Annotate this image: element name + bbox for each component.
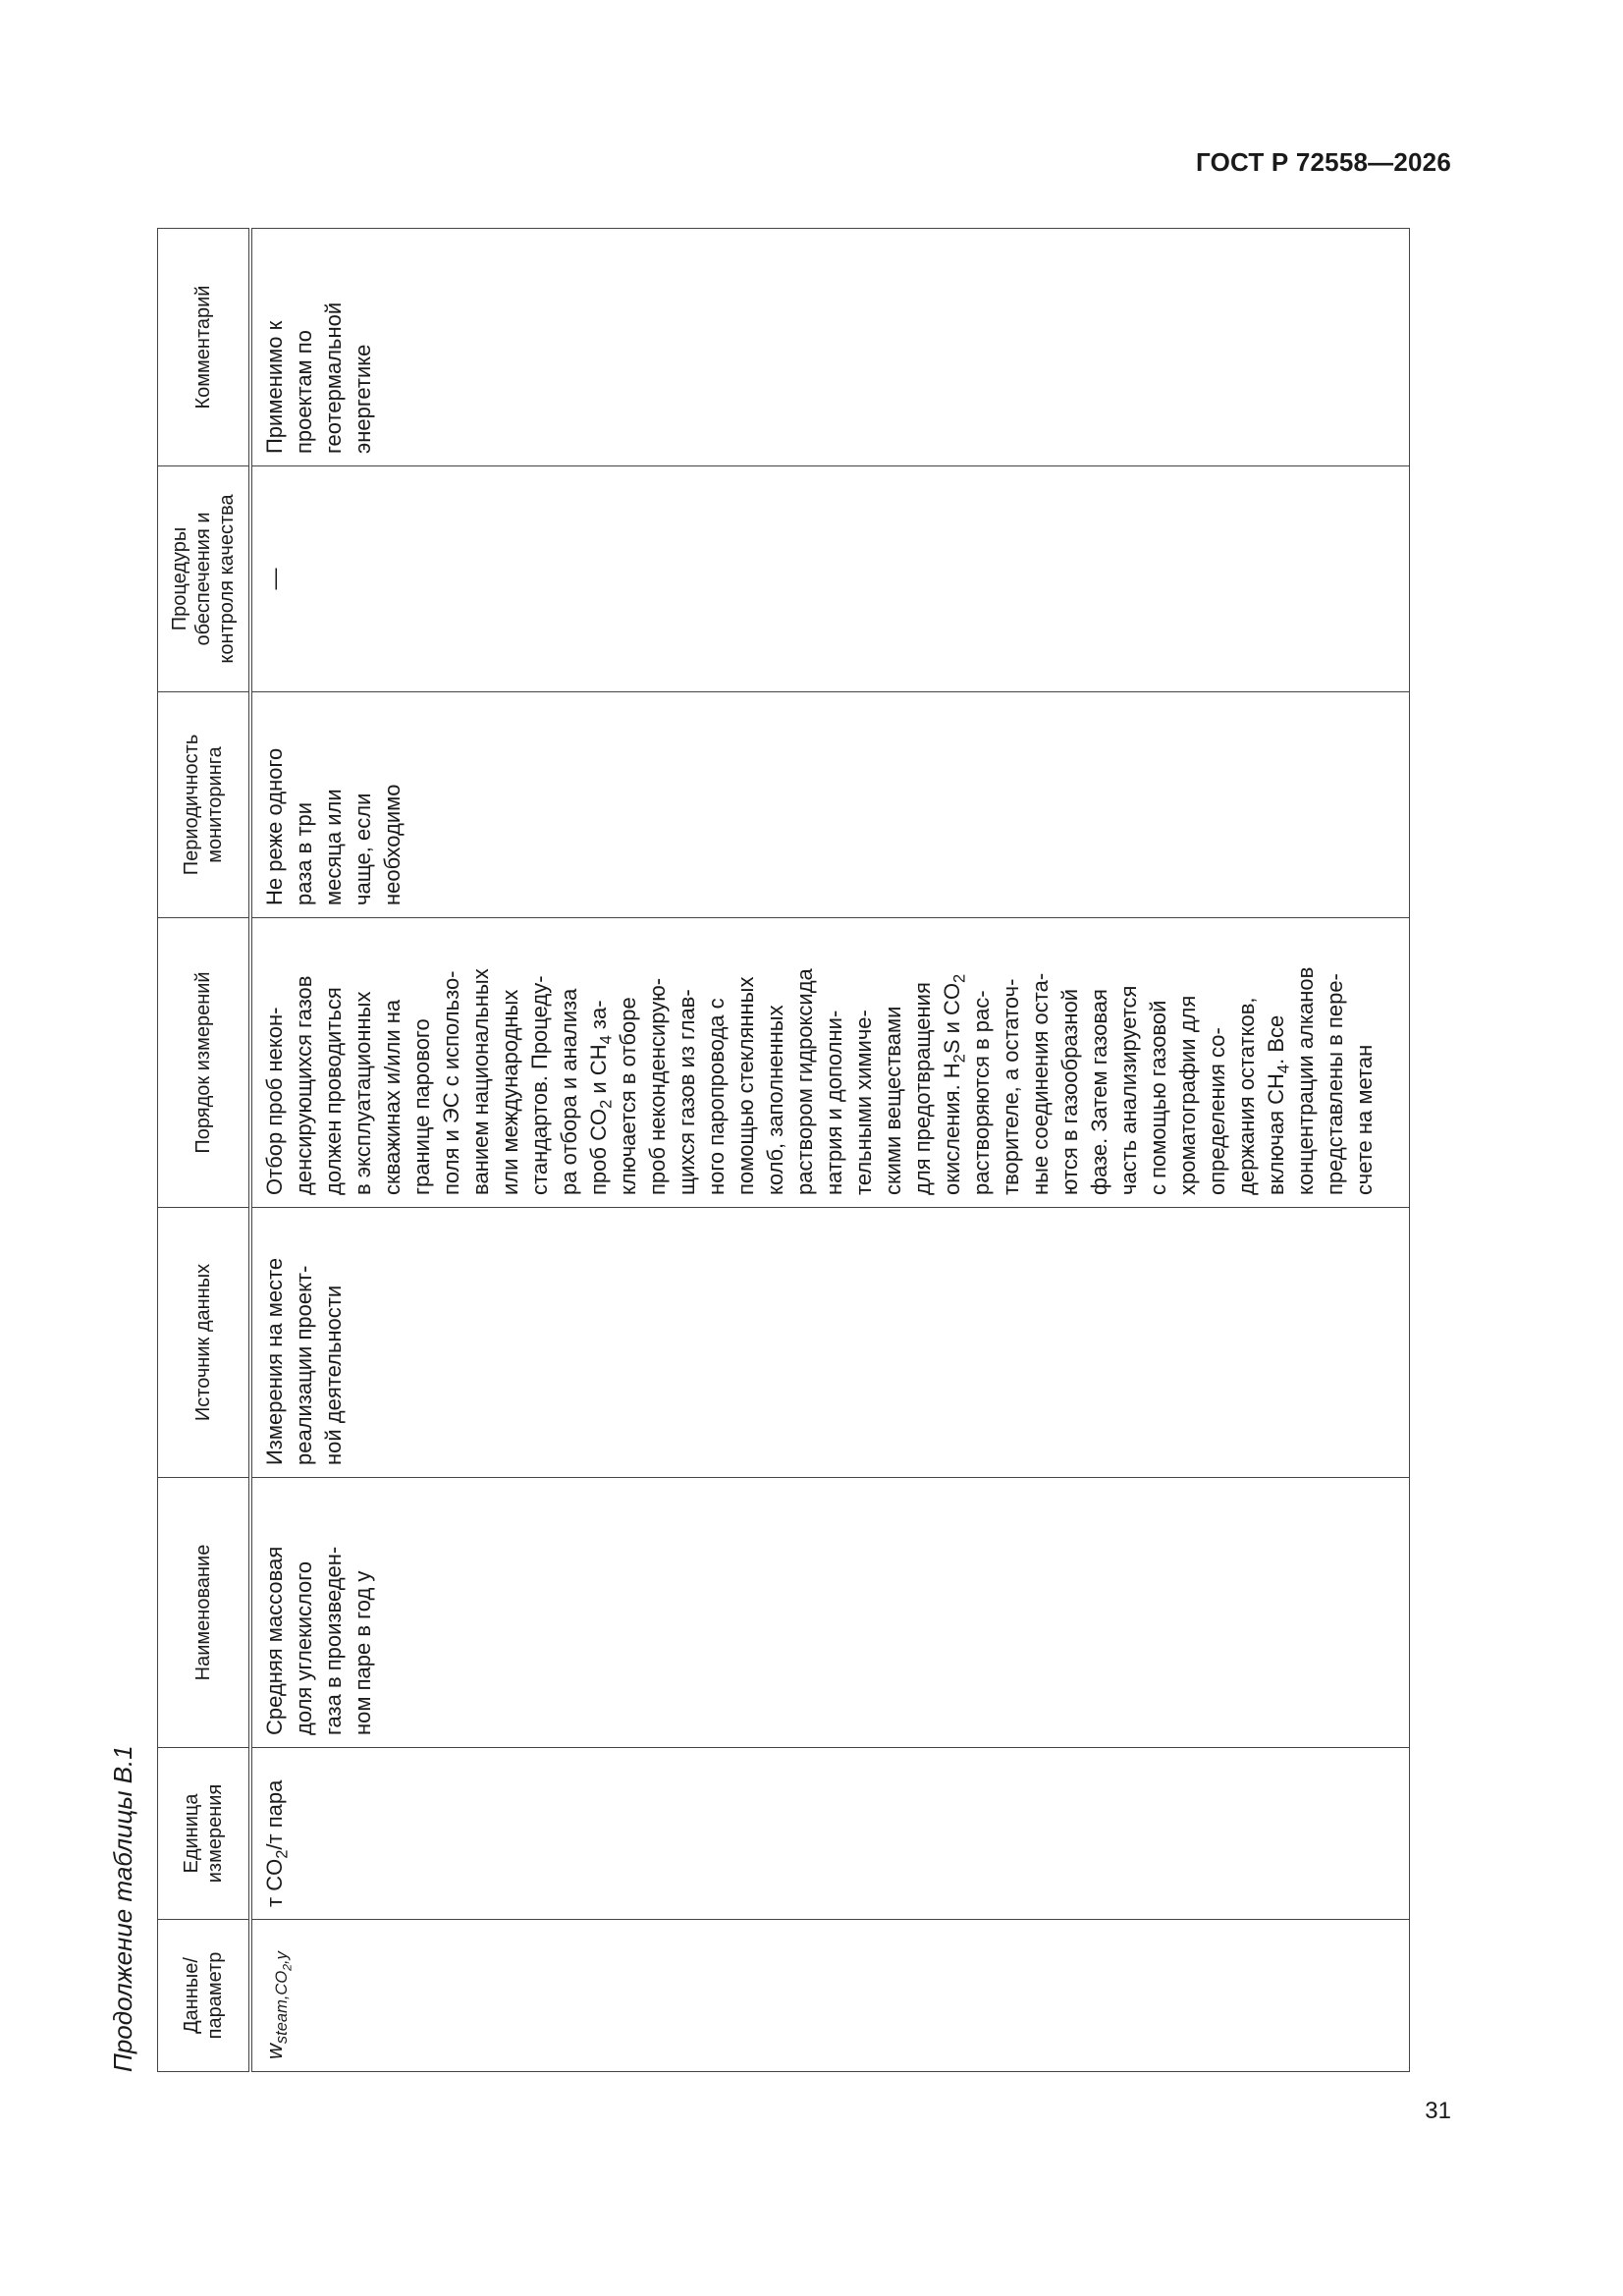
name-cell: Средняя массовая доля углекислого газа в произведен- ном паре в год y (250, 1478, 1410, 1748)
parameter-cell (250, 1920, 1410, 2072)
column-header-periodicity: Периодичность мониторинга (158, 692, 251, 918)
column-header-parameter: Данные/ параметр (158, 1920, 251, 2072)
page-number: 31 (1425, 2098, 1451, 2124)
procedure-cell: Отбор проб некон- денсирующихся газов должен проводиться в эксплуатационных скважинах и/или на границе парового поля и ЭС с использо- ванием национальных или международных стандартов. Процеду- ра отбора и анализа проб $CO_2$ и $CH_4$ за- ключается в отборе проб неконденсирую- щихся газов из глав- ного паропровода с помощью стеклянных колб, заполненных раствором гидроксида натрия и дополни- тельными химиче- скими веществами для предотвращения окисления. $H_2S$ и $CO_2$ растворяются в рас- творителе, а остаточ- ные соединения оста- ются в газообразной фазе. Затем газовая часть анализируется с помощью газовой хроматографии для определения со- держания остатков, включая $CH_4$. Все концентрации алканов представлены в пере- счете на метан (250, 918, 1410, 1208)
table-header-row (158, 229, 251, 2072)
data-table (157, 228, 1410, 2072)
qa-qc-cell: — (250, 466, 1410, 692)
column-header-qa-qc: Процедуры обеспечения и контроля качества (158, 466, 251, 692)
rotated-table-region (108, 226, 1414, 2072)
column-header-source: Источник данных (158, 1208, 251, 1478)
periodicity-cell: Не реже одного раза в три месяца или чаще, если необходимо (250, 692, 1410, 918)
column-header-unit: Единица измерения (158, 1748, 251, 1920)
parameter-symbol: $w_{steam,CO_2,y}$ (262, 1951, 295, 2059)
table-continuation-caption: Продолжение таблицы В.1 (108, 1745, 137, 2072)
column-header-name: Наименование (158, 1478, 251, 1748)
standard-designation: ГОСТ Р 72558—2026 (1196, 147, 1451, 177)
column-header-comment: Комментарий (158, 229, 251, 466)
column-header-procedure: Порядок измерений (158, 918, 251, 1208)
comment-cell: Применимо к проектам по геотермальной энергетике (250, 229, 1410, 466)
unit-cell: т $CO_2/т$ пара (250, 1748, 1410, 1920)
source-cell: Измерения на месте реализации проект- ной деятельности (250, 1208, 1410, 1478)
table-row (250, 229, 1410, 2072)
